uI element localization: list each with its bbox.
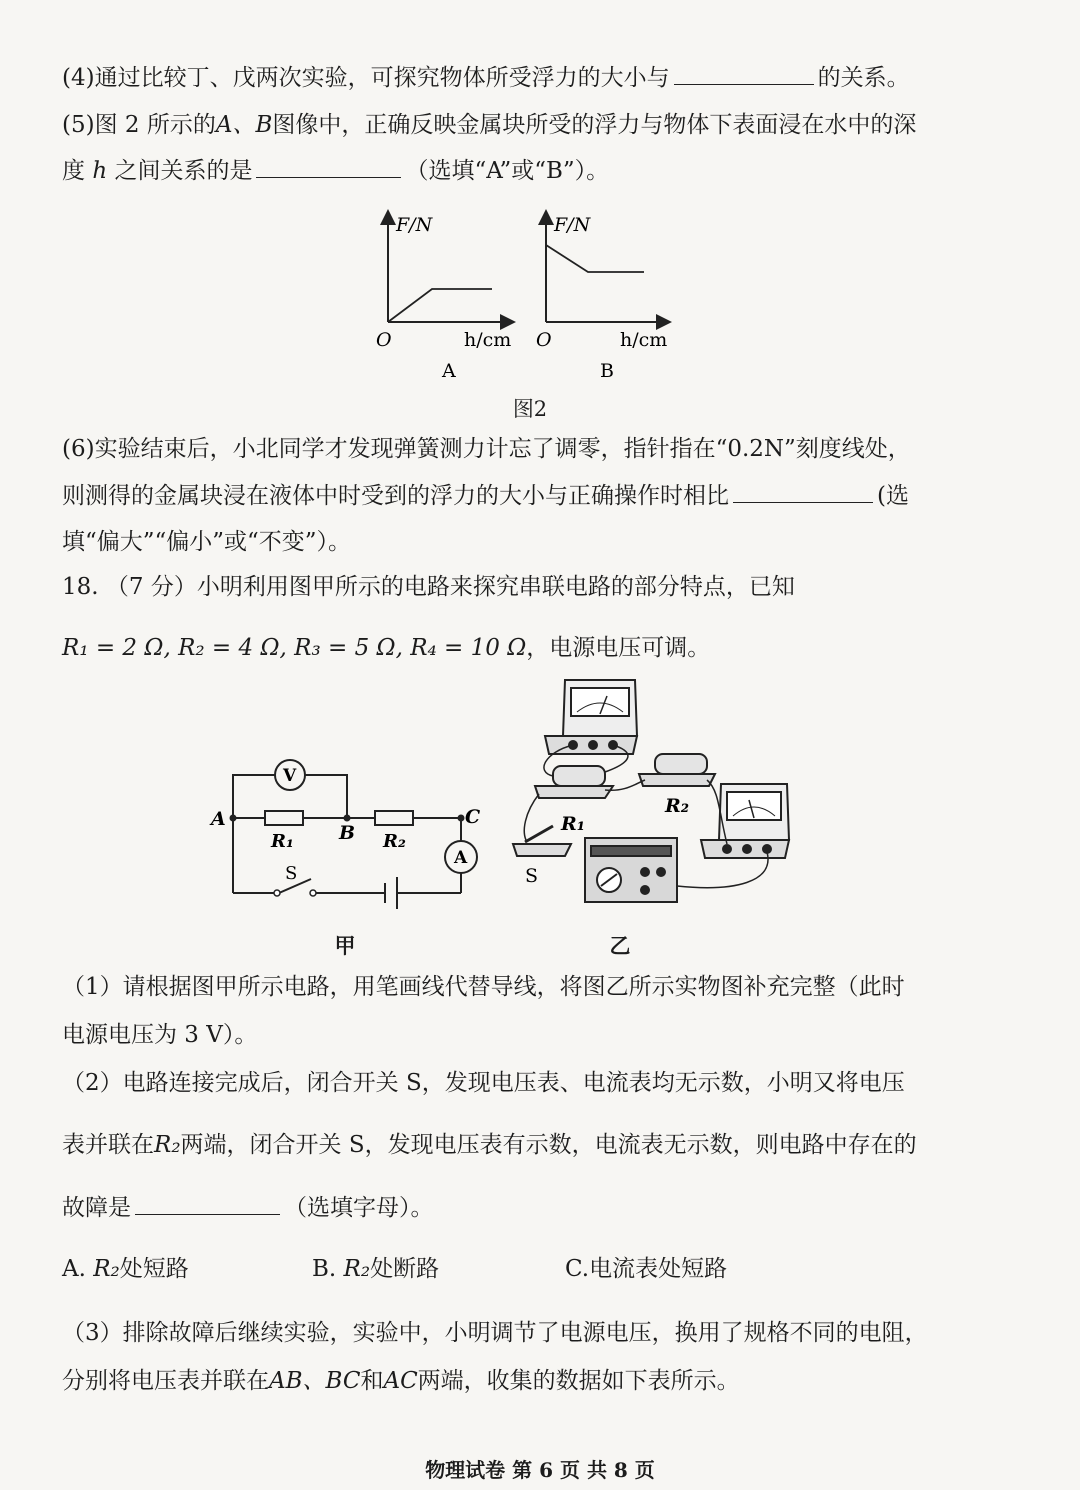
q18-part2-line3: 故障是 （选填字母）。 [62, 1192, 434, 1223]
r2-label: R₂ [383, 831, 406, 852]
answer-blank-5[interactable] [256, 155, 401, 178]
graph-b-xlabel: h/cm [620, 329, 668, 351]
graph-a [376, 214, 511, 382]
q17-part6-line2: 则测得的金属块浸在液体中时受到的浮力的大小与正确操作时相比 (选 [62, 480, 909, 511]
q17-part4: (4)通过比较丁、戊两次实验，可探究物体所受浮力的大小与 的关系。 [62, 62, 910, 93]
option-a: A. R₂处短路 [62, 1256, 189, 1282]
resistor-r1-device [535, 766, 613, 798]
q18-part2-line2: 表并联在R₂两端，闭合开关 S，发现电压表有示数，电流表无示数，则电路中存在的 [62, 1132, 917, 1158]
ammeter-device [701, 784, 789, 858]
q18-heading: 18. （7 分）小明利用图甲所示的电路来探究串联电路的部分特点，已知 [62, 574, 795, 600]
graph-b-ylabel: F/N [554, 214, 591, 236]
node-c-label: C [465, 806, 481, 828]
figure-jia-caption: 甲 [334, 933, 356, 958]
graph-b-name: B [600, 360, 614, 382]
q18-resistances: R₁ = 2 Ω, R₂ = 4 Ω, R₃ = 5 Ω, R₄ = 10 Ω，电源电压可调。 [62, 635, 711, 661]
graph-a-origin: O [376, 329, 392, 351]
resistor-r2-device [639, 754, 715, 786]
page-footer: 物理试卷 第 6 页 共 8 页 [425, 1458, 655, 1482]
q18-part3-line2: 分别将电压表并联在AB、BC和AC两端，收集的数据如下表所示。 [62, 1368, 740, 1394]
answer-blank-4[interactable] [674, 62, 814, 85]
power-supply-device [585, 838, 677, 902]
q18-part2-line1: （2）电路连接完成后，闭合开关 S，发现电压表、电流表均无示数，小明又将电压 [62, 1070, 905, 1096]
voltmeter-device [545, 680, 637, 754]
switch-label: S [285, 863, 298, 884]
graph-b-curve [546, 245, 644, 272]
yi-r1-label: R₁ [561, 813, 586, 835]
yi-switch-label: S [525, 865, 539, 887]
graph-a-curve [388, 289, 492, 322]
graph-b-origin: O [536, 329, 552, 351]
q17-part6-line3: 填“偏大”“偏小”或“不变”）。 [62, 529, 352, 555]
option-c: C.电流表处短路 [565, 1256, 728, 1282]
graph-b [536, 214, 667, 382]
graph-a-name: A [442, 360, 456, 382]
q17-part6-line1: (6)实验结束后，小北同学才发现弹簧测力计忘了调零，指针指在“0.2N”刻度线处， [62, 436, 911, 462]
node-a-label: A [211, 808, 226, 830]
q17-part5-line1: (5)图 2 所示的A、B图像中，正确反映金属块所受的浮力与物体下表面浸在水中的深 [62, 112, 917, 138]
resistor-r2 [375, 811, 413, 825]
figure-2-caption: 图2 [512, 397, 548, 421]
graph-a-ylabel: F/N [396, 214, 433, 236]
answer-blank-fault[interactable] [135, 1192, 280, 1215]
figure-2-graphs [360, 205, 690, 390]
ammeter-label: A [454, 848, 468, 868]
node-b-label: B [339, 822, 356, 844]
figure-yi-caption: 乙 [609, 933, 631, 958]
q18-part1-line2: 电源电压为 3 V）。 [62, 1022, 258, 1048]
answer-blank-6[interactable] [733, 480, 873, 503]
yi-r2-label: R₂ [665, 795, 690, 817]
apparatus-yi [505, 672, 805, 912]
voltmeter-label: V [283, 766, 297, 786]
option-b: B. R₂处断路 [312, 1256, 440, 1282]
q17-part5-line2: 度 h 之间关系的是 （选填“A”或“B”）。 [62, 155, 609, 186]
resistor-r1 [265, 811, 303, 825]
circuit-diagram-jia [205, 755, 490, 915]
r1-label: R₁ [271, 831, 294, 852]
graph-a-xlabel: h/cm [464, 329, 512, 351]
q18-part3-line1: （3）排除故障后继续实验，实验中，小明调节了电源电压，换用了规格不同的电阻， [62, 1320, 928, 1346]
q18-part1-line1: （1）请根据图甲所示电路，用笔画线代替导线，将图乙所示实物图补充完整（此时 [62, 974, 905, 1000]
